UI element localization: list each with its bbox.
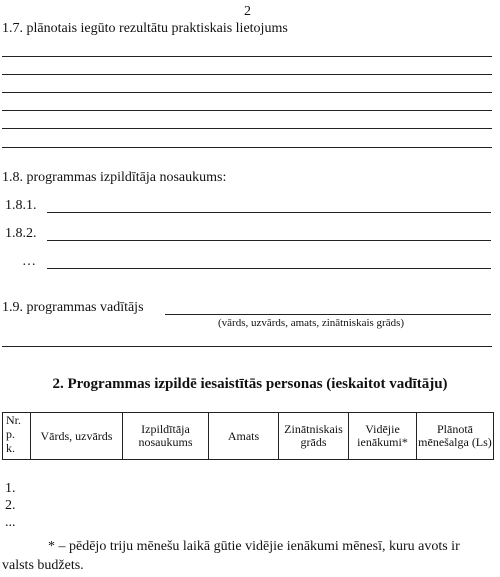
fill-line [2,110,492,111]
section-1-7-label: 1.7. plānotais iegūto rezultātu praktiskais lietojums [2,21,288,36]
header-degree: Zinātniskais grāds [279,413,349,460]
section-1-9-hint: (vārds, uzvārds, amats, zinātniskais grāds) [218,317,405,329]
item-1-8-1-line [47,212,491,213]
section-1-9-separator [2,346,492,347]
list-item: ... [5,515,16,530]
section-1-9-label: 1.9. programmas vadītājs [2,300,144,315]
persons-table [2,412,494,460]
header-nr [3,413,31,460]
header-position: Amats [209,413,279,460]
header-income: Vidējie ienākumi* [349,413,417,460]
item-1-8-2-line [47,240,491,241]
footnote: * – pēdējo triju mēnešu laikā gūtie vidējie ienākumi mēnesī, kuru avots ir valsts budžets. [2,539,460,573]
item-ellipsis: … [22,254,36,269]
fill-line [2,74,492,75]
list-item: 1. [5,481,16,496]
page-number: 2 [244,4,251,19]
item-1-8-2-label: 1.8.2. [5,226,37,241]
section-1-9-line [165,314,491,315]
fill-line [2,147,492,148]
item-ellipsis-line [47,268,491,269]
fill-line [2,56,492,57]
item-1-8-1-label: 1.8.1. [5,198,37,213]
section-2-title: 2. Programmas izpildē iesaistītās personas (ieskaitot vadītāju) [52,376,448,392]
header-executor: Izpildītāja nosaukums [123,413,209,460]
header-salary: Plānotā mēnešalga (Ls) [417,413,494,460]
header-name: Vārds, uzvārds [31,413,123,460]
header-nr-text: Nr. p. k. [6,413,21,455]
section-1-8-label: 1.8. programmas izpildītāja nosaukums: [2,170,227,185]
list-item: 2. [5,498,16,513]
fill-line [2,128,492,129]
table-header-row [3,413,494,460]
fill-line [2,92,492,93]
